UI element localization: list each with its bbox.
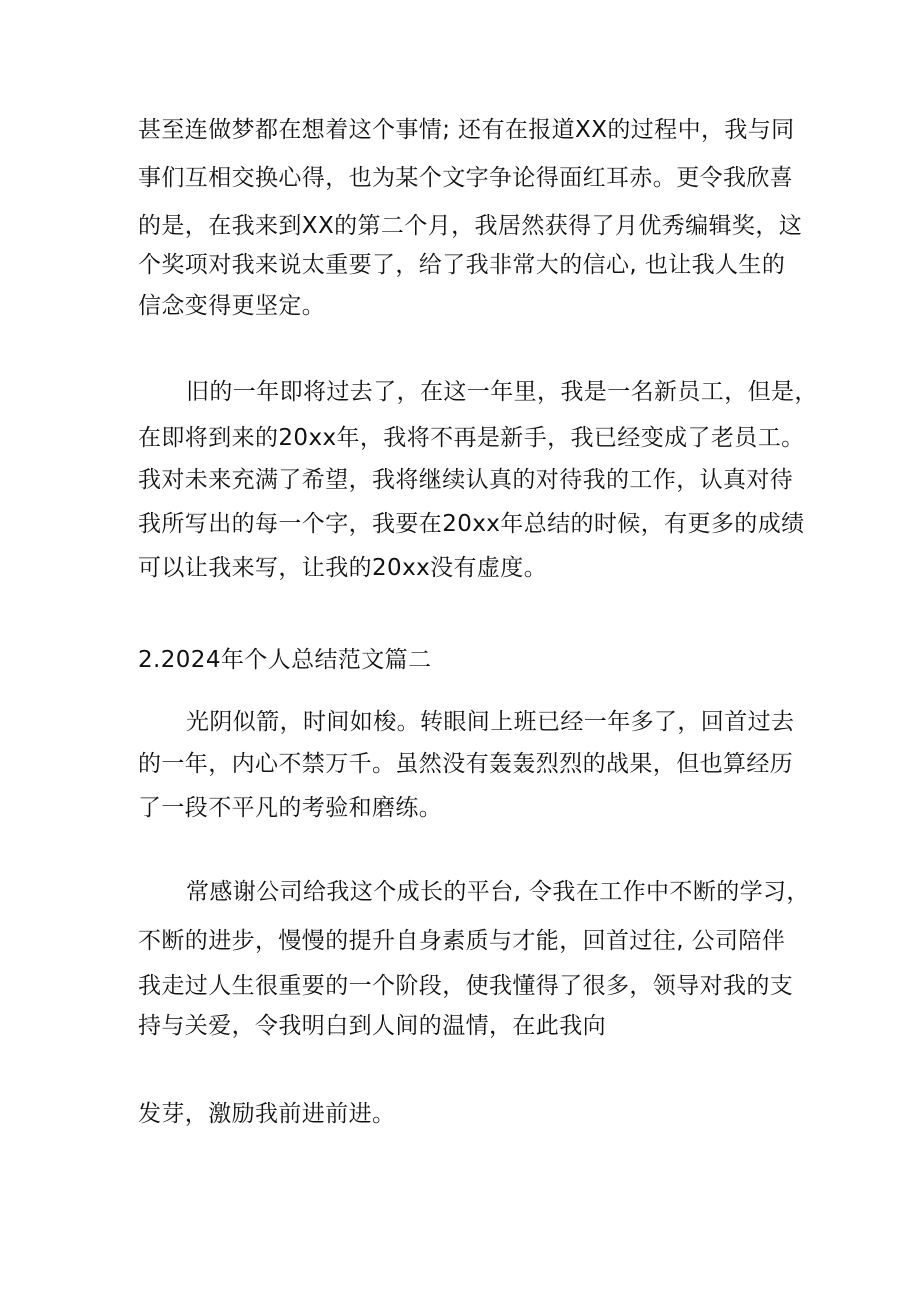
text-line: 不断的进步，慢慢的提升自身素质与才能，回首过往, 公司陪伴 xyxy=(138,928,786,954)
section-heading: 2.2024年个人总结范文篇二 xyxy=(138,647,432,673)
text-line: 我走过人生很重要的一个阶段，使我懂得了很多，领导对我的支 xyxy=(138,973,794,999)
text-line: 我所写出的每一个字，我要在20xx年总结的时候，有更多的成绩 xyxy=(138,511,805,537)
text-line: 的一年，内心不禁万千。虽然没有轰轰烈烈的战果，但也算经历 xyxy=(138,751,794,777)
text-line: 常感谢公司给我这个成长的平台, 令我在工作中不断的学习， xyxy=(186,879,810,905)
text-line: 光阴似箭，时间如梭。转眼间上班已经一年多了，回首过去 xyxy=(186,709,795,735)
text-line: 在即将到来的20xx年，我将不再是新手，我已经变成了老员工。 xyxy=(138,425,805,451)
text-line: 信念变得更坚定。 xyxy=(138,293,326,319)
text-line: 持与关爱，令我明白到人间的温情，在此我向 xyxy=(138,1013,606,1039)
text-line: 可以让我来写，让我的20xx没有虚度。 xyxy=(138,555,548,581)
text-line: 个奖项对我来说太重要了，给了我非常大的信心, 也让我人生的 xyxy=(138,252,786,278)
text-line: 甚至连做梦都在想着这个事情; 还有在报道XX的过程中，我与同 xyxy=(138,117,795,143)
text-line: 事们互相交换心得，也为某个文字争论得面红耳赤。更令我欣喜 xyxy=(138,165,794,191)
text-line: 我对未来充满了希望，我将继续认真的对待我的工作，认真对待 xyxy=(138,467,794,493)
text-line: 的是，在我来到XX的第二个月，我居然获得了月优秀编辑奖，这 xyxy=(138,213,803,239)
text-line: 发芽，激励我前进前进。 xyxy=(138,1101,396,1127)
text-line: 了一段不平凡的考验和磨练。 xyxy=(138,795,443,821)
text-line: 旧的一年即将过去了，在这一年里，我是一名新员工，但是， xyxy=(186,379,818,405)
